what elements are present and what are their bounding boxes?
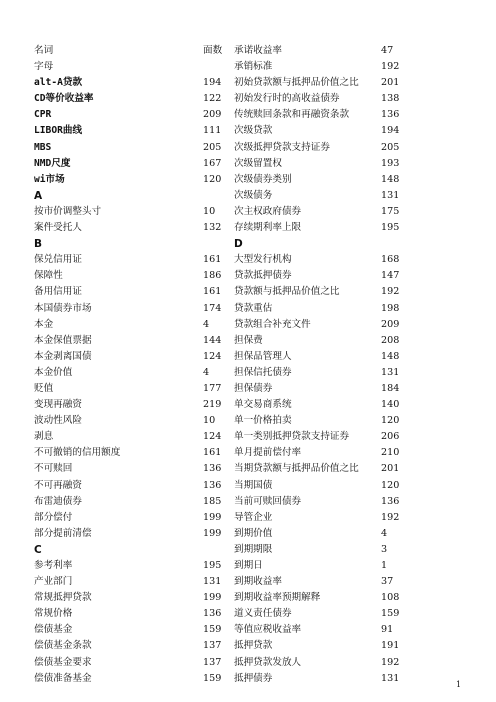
- index-term: 担保信托债券: [234, 366, 292, 378]
- index-page: 4: [203, 366, 210, 378]
- index-entry: [34, 140, 222, 156]
- index-entry: [234, 220, 400, 236]
- index-page: 124: [203, 431, 222, 443]
- index-term: 不可撤销的信用额度: [34, 447, 121, 459]
- index-page: 37: [381, 576, 394, 588]
- index-page: 185: [203, 495, 222, 507]
- index-page: 194: [381, 125, 400, 137]
- index-entry: [34, 461, 222, 477]
- index-entry: [234, 59, 400, 75]
- index-entry: [34, 526, 222, 542]
- index-entry: [34, 220, 222, 236]
- index-page: 191: [381, 640, 400, 652]
- index-term: 案件受托人: [34, 222, 82, 234]
- index-term: 按市价调整头寸: [34, 205, 102, 217]
- index-entry: [34, 349, 222, 365]
- index-page: 136: [203, 463, 222, 475]
- index-term: 本金剥离国债: [34, 350, 92, 362]
- index-page: 47: [381, 45, 394, 56]
- index-entry: [234, 638, 400, 654]
- index-page: 131: [381, 672, 400, 684]
- index-page: 4: [381, 527, 388, 539]
- index-term: 贬值: [34, 382, 54, 394]
- index-term: CD等价收益率: [34, 93, 94, 105]
- index-term: 抵押债券: [234, 672, 273, 684]
- index-entry: [234, 43, 394, 59]
- index-page: 136: [203, 608, 222, 620]
- index-entry: [234, 478, 400, 494]
- index-page: 198: [381, 302, 400, 314]
- index-entry: [34, 43, 222, 59]
- index-term: 单一价格拍卖: [234, 415, 292, 427]
- index-entry: [34, 622, 222, 638]
- index-entry: [234, 461, 400, 477]
- index-term: 布雷迪债券: [34, 495, 82, 507]
- index-entry: [234, 333, 400, 349]
- index-page: 124: [203, 350, 222, 362]
- index-page: 131: [203, 576, 222, 588]
- index-entry: [234, 204, 400, 220]
- index-page: 148: [381, 173, 400, 185]
- index-entry: [34, 606, 222, 622]
- index-page: 159: [381, 608, 400, 620]
- index-entry: [234, 622, 394, 638]
- index-term: 偿债准备基金: [34, 672, 92, 684]
- index-term: 大型发行机构: [234, 254, 292, 266]
- index-page: 205: [203, 141, 222, 153]
- index-term: 次主权政府债券: [234, 205, 302, 217]
- index-entry: [234, 107, 400, 123]
- index-entry: [34, 638, 222, 654]
- index-entry: [34, 365, 222, 381]
- index-entry: [234, 606, 400, 622]
- index-term: wi市场: [34, 173, 65, 185]
- index-entry: [234, 510, 400, 526]
- index-term: 剥息: [34, 431, 54, 443]
- index-term: 偿债基金: [34, 624, 73, 636]
- index-term: C: [34, 543, 42, 556]
- index-entry: [234, 75, 400, 91]
- index-term: 参考利率: [34, 560, 73, 571]
- index-term: 变现再融资: [34, 399, 82, 411]
- index-entry: [34, 478, 222, 494]
- index-entry: [34, 445, 222, 461]
- index-term: 常规抵押贷款: [34, 592, 92, 604]
- index-entry: [34, 317, 222, 333]
- index-page: 199: [203, 592, 222, 604]
- index-entry: [34, 671, 222, 687]
- index-letter-heading: [34, 236, 222, 252]
- index-term: 常规价格: [34, 608, 73, 620]
- index-term: 次级债券类别: [234, 173, 292, 185]
- index-term: 次级债务: [234, 189, 273, 201]
- index-entry: [234, 284, 400, 300]
- index-term: 担保品管理人: [234, 350, 292, 362]
- index-entry: [34, 333, 222, 349]
- index-entry: [234, 590, 400, 606]
- index-term: 不可再融资: [34, 479, 82, 491]
- index-page: 132: [203, 222, 222, 234]
- index-page: 161: [203, 254, 222, 266]
- index-term: 备用信用证: [34, 286, 82, 298]
- index-page: 10: [203, 415, 216, 427]
- index-entry: [234, 429, 400, 445]
- index-term: 产业部门: [34, 576, 73, 588]
- index-page: 111: [203, 125, 222, 137]
- index-page: 195: [381, 222, 400, 234]
- index-term: alt-A贷款: [34, 77, 83, 89]
- index-page: 137: [203, 640, 222, 652]
- index-term: 初始发行时的高收益债券: [234, 93, 340, 105]
- index-entry: [34, 268, 222, 284]
- index-entry: [34, 107, 222, 123]
- index-entry: [34, 429, 222, 445]
- index-page: 167: [203, 157, 222, 169]
- index-entry: [34, 655, 222, 671]
- index-entry: [34, 91, 222, 107]
- index-entry: [234, 381, 400, 397]
- index-page: 137: [203, 656, 222, 668]
- index-page: 174: [203, 302, 222, 314]
- index-page: 201: [381, 463, 400, 475]
- index-page: 138: [381, 93, 400, 105]
- index-page: 219: [203, 399, 222, 411]
- index-letter-heading: [234, 236, 394, 252]
- index-term: 到期价值: [234, 527, 273, 539]
- index-term: 抵押贷款: [234, 640, 273, 652]
- index-term: B: [34, 238, 43, 251]
- index-page: 159: [203, 672, 222, 684]
- index-entry: [34, 397, 222, 413]
- index-entry: [234, 252, 400, 268]
- index-term: 贷款组合补充文件: [234, 318, 311, 330]
- index-entry: [34, 123, 222, 139]
- index-entry: [34, 558, 222, 574]
- index-page: 122: [203, 93, 222, 105]
- index-term: 波动性风险: [34, 415, 82, 427]
- index-term: 承销标准: [234, 61, 273, 73]
- index-entry: [234, 140, 400, 156]
- index-page: 192: [381, 61, 400, 73]
- index-page: 120: [381, 415, 400, 427]
- index-term: 部分偿付: [34, 511, 73, 523]
- index-column-right: [234, 43, 400, 687]
- index-entry: [234, 268, 400, 284]
- index-term: 贷款重估: [234, 302, 273, 314]
- index-entry: [234, 123, 400, 139]
- index-entry: [34, 75, 222, 91]
- index-page: 3: [381, 543, 388, 555]
- index-entry: [34, 252, 222, 268]
- index-page: 148: [381, 350, 400, 362]
- index-term: 单月提前偿付率: [234, 447, 302, 459]
- index-entry: [34, 574, 222, 590]
- index-entry: [34, 413, 222, 429]
- index-entry: [234, 445, 400, 461]
- index-entry: [34, 172, 222, 188]
- index-page: 131: [381, 366, 400, 378]
- index-page: 161: [203, 286, 222, 298]
- index-page: 136: [381, 109, 400, 121]
- index-page: 201: [381, 77, 400, 89]
- index-page: 108: [381, 592, 400, 604]
- index-page: 209: [203, 109, 222, 121]
- index-page: 10: [203, 205, 216, 217]
- index-entry: [234, 655, 400, 671]
- index-page: 131: [381, 189, 400, 201]
- index-entry: [234, 558, 394, 574]
- index-page: 147: [381, 270, 400, 282]
- index-term: 贷款抵押债券: [234, 270, 292, 282]
- index-term: 本金价值: [34, 366, 73, 378]
- index-entry: [34, 156, 222, 172]
- index-term: 初始贷款额与抵押品价值之比: [234, 77, 359, 89]
- index-page: 205: [381, 141, 400, 153]
- index-page: 208: [381, 334, 400, 346]
- index-term: CPR: [34, 109, 52, 121]
- index-letter-heading: [34, 188, 222, 204]
- index-entry: [234, 301, 400, 317]
- index-term: NMD尺度: [34, 157, 71, 169]
- index-entry: [34, 284, 222, 300]
- index-entry: [234, 188, 400, 204]
- index-term: 到期日: [234, 560, 263, 571]
- index-term: 保障性: [34, 270, 63, 282]
- index-page: 168: [381, 254, 400, 266]
- page-number: 1: [456, 680, 462, 689]
- index-entry: [234, 365, 400, 381]
- index-page: 199: [203, 527, 222, 539]
- index-page: 136: [203, 479, 222, 491]
- index-letter-heading: [34, 542, 222, 558]
- index-entry: [234, 317, 400, 333]
- index-term: 本金: [34, 318, 54, 330]
- index-entry: [234, 526, 394, 542]
- index-page: 186: [203, 270, 222, 282]
- index-term: 单交易商系统: [234, 399, 292, 411]
- index-term: 承诺收益率: [234, 45, 282, 56]
- index-term: 到期收益率预期解释: [234, 592, 321, 604]
- index-term: 当期贷款额与抵押品价值之比: [234, 463, 359, 475]
- index-term: LIBOR曲线: [34, 125, 83, 137]
- index-term: 偿债基金条款: [34, 640, 92, 652]
- index-page: 193: [381, 157, 400, 169]
- index-page: 192: [381, 286, 400, 298]
- index-entry: [234, 413, 400, 429]
- index-term: 传统赎回条款和再融资条款: [234, 109, 350, 121]
- index-term: 道义责任债券: [234, 608, 292, 620]
- index-entry: [234, 397, 400, 413]
- index-page: 4: [203, 318, 210, 330]
- index-term: 导管企业: [234, 511, 273, 523]
- index-page: 144: [203, 334, 222, 346]
- index-page: 206: [381, 431, 400, 443]
- index-page: 面数: [203, 45, 223, 56]
- index-term: 存续期利率上限: [234, 222, 302, 234]
- index-page: 120: [203, 173, 222, 185]
- index-term: 到期收益率: [234, 576, 282, 588]
- index-page: 1: [381, 560, 388, 571]
- index-entry: [234, 542, 394, 558]
- index-term: 本国债券市场: [34, 302, 92, 314]
- index-page: 210: [381, 447, 400, 459]
- index-page: 195: [203, 560, 222, 571]
- index-term: 名词: [34, 45, 54, 56]
- index-entry: [234, 349, 400, 365]
- index-term: 到期期限: [234, 543, 273, 555]
- index-entry: [34, 590, 222, 606]
- index-term: 偿债基金要求: [34, 656, 92, 668]
- index-entry: [234, 91, 400, 107]
- index-term: 字母: [34, 61, 54, 73]
- index-term: 贷款额与抵押品价值之比: [234, 286, 340, 298]
- index-term: 当前可赎回债券: [234, 495, 302, 507]
- index-term: 担保债券: [234, 382, 273, 394]
- index-page: 91: [381, 624, 394, 636]
- index-page: 159: [203, 624, 222, 636]
- index-page: 175: [381, 205, 400, 217]
- index-page: 192: [381, 511, 400, 523]
- index-column-left: [34, 43, 222, 687]
- index-entry: [234, 172, 400, 188]
- index-term: A: [34, 189, 43, 202]
- index-term: 次级留置权: [234, 157, 282, 169]
- index-page: 177: [203, 382, 222, 394]
- index-term: 当期国债: [234, 479, 273, 491]
- index-page: 209: [381, 318, 400, 330]
- index-entry: [234, 156, 400, 172]
- index-page: 199: [203, 511, 222, 523]
- index-term: MBS: [34, 141, 52, 153]
- index-page: 140: [381, 399, 400, 411]
- index-term: 担保费: [234, 334, 263, 346]
- index-entry: [34, 59, 222, 75]
- index-entry: [34, 510, 222, 526]
- index-page: 120: [381, 479, 400, 491]
- index-entry: [234, 574, 394, 590]
- index-entry: [34, 381, 222, 397]
- index-page: 136: [381, 495, 400, 507]
- index-entry: [234, 671, 400, 687]
- index-term: 保兑信用证: [34, 254, 82, 266]
- index-page: 161: [203, 447, 222, 459]
- index-term: 部分提前清偿: [34, 527, 92, 539]
- index-entry: [34, 204, 222, 220]
- index-page: 192: [381, 656, 400, 668]
- index-term: 本金保值票据: [34, 334, 92, 346]
- index-entry: [234, 494, 400, 510]
- index-term: D: [234, 238, 243, 251]
- index-term: 次级抵押贷款支持证券: [234, 141, 330, 153]
- index-entry: [34, 494, 222, 510]
- index-page: 184: [381, 382, 400, 394]
- index-term: 次级贷款: [234, 125, 273, 137]
- index-term: 不可赎回: [34, 463, 73, 475]
- index-term: 等值应税收益率: [234, 624, 302, 636]
- index-term: 抵押贷款发放人: [234, 656, 302, 668]
- index-page: 194: [203, 77, 222, 89]
- index-term: 单一类别抵押贷款支持证券: [234, 431, 350, 443]
- index-entry: [34, 301, 222, 317]
